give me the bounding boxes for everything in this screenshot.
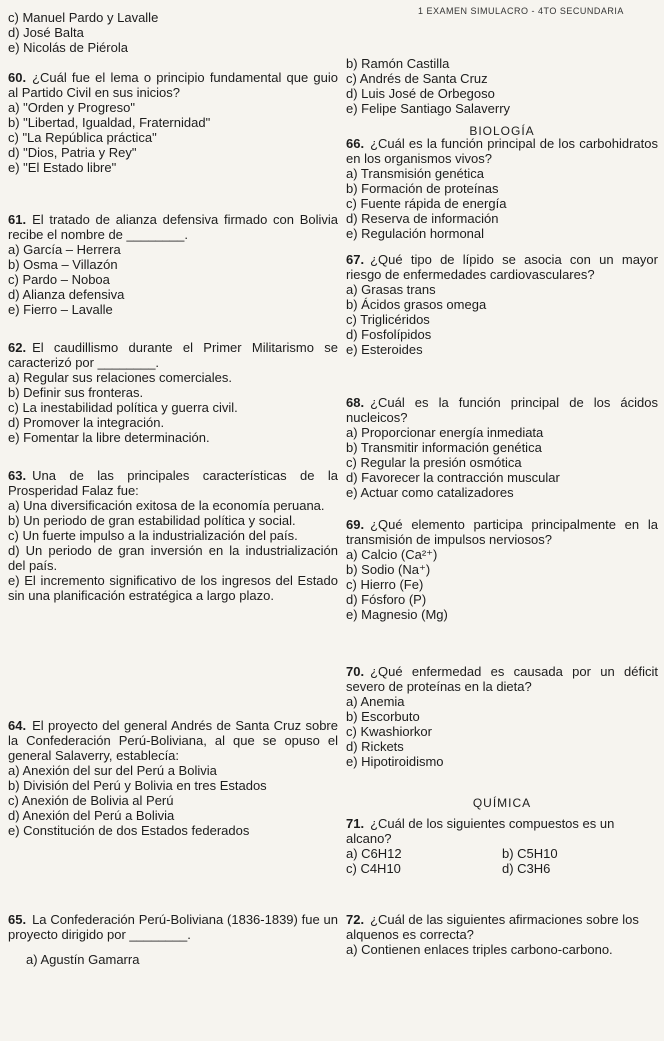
option-row [346, 846, 658, 861]
option: a) Contienen enlaces triples carbono-carbono. [346, 942, 613, 957]
question-number: 62. [8, 340, 27, 355]
option: d) Reserva de información [346, 211, 499, 226]
option: e) Fierro – Lavalle [8, 302, 113, 317]
option: c) La inestabilidad política y guerra civil. [8, 400, 238, 415]
question-text: 65. La Confederación Perú-Boliviana (1836-1839) fue un proyecto dirigido por ________. [8, 912, 338, 942]
question-72 [346, 912, 658, 957]
option: c) Hierro (Fe) [346, 577, 424, 592]
option: e) Nicolás de Piérola [8, 40, 128, 55]
option: e) Fomentar la libre determinación. [8, 430, 210, 445]
question-66 [346, 136, 658, 241]
option: d) Favorecer la contracción muscular [346, 470, 560, 485]
option: d) Rickets [346, 739, 404, 754]
option: b) C5H10 [502, 846, 558, 861]
question-69 [346, 517, 658, 622]
option: d) Promover la integración. [8, 415, 165, 430]
option: c) Andrés de Santa Cruz [346, 71, 488, 86]
option: a) García – Herrera [8, 242, 121, 257]
question-text: 62. El caudillismo durante el Primer Militarismo se caracterizó por ________. [8, 340, 338, 370]
option: c) Triglicéridos [346, 312, 430, 327]
option: d) Luis José de Orbegoso [346, 86, 495, 101]
option: e) "El Estado libre" [8, 160, 117, 175]
question-text: 61. El tratado de alianza defensiva firmado con Bolivia recibe el nombre de ________. [8, 212, 338, 242]
question-number: 71. [346, 816, 365, 831]
option: d) Fósforo (P) [346, 592, 427, 607]
question-number: 68. [346, 395, 365, 410]
option: e) Hipotiroidismo [346, 754, 444, 769]
question-number: 67. [346, 252, 365, 267]
q59-tail-left [8, 10, 338, 55]
option: c) Fuente rápida de energía [346, 196, 507, 211]
option: a) C6H12 [346, 846, 402, 861]
option: b) Un periodo de gran estabilidad política y social. [8, 513, 296, 528]
option: c) Pardo – Noboa [8, 272, 110, 287]
question-text: 63. Una de las principales características de la Prosperidad Falaz fue: [8, 468, 338, 498]
option: c) Un fuerte impulso a la industrialización del país. [8, 528, 298, 543]
option: e) Felipe Santiago Salaverry [346, 101, 511, 116]
question-number: 65. [8, 912, 27, 927]
question-text: 71. ¿Cuál de los siguientes compuestos es un alcano? [346, 816, 615, 846]
option: a) Transmisión genética [346, 166, 485, 181]
question-62 [8, 340, 338, 445]
option: a) Grasas trans [346, 282, 436, 297]
question-70 [346, 664, 658, 769]
option: c) Kwashiorkor [346, 724, 432, 739]
option: d) C3H6 [502, 861, 551, 876]
option: a) Anemia [346, 694, 405, 709]
option: b) Ácidos grasos omega [346, 297, 487, 312]
question-67 [346, 252, 658, 357]
option: c) C4H10 [346, 861, 401, 876]
question-text: 66. ¿Cuál es la función principal de los carbohidratos en los organismos vivos? [346, 136, 658, 166]
option: d) José Balta [8, 25, 84, 40]
question-text: 64. El proyecto del general Andrés de Santa Cruz sobre la Confederación Perú-Boliviana, al que se opuso el general Salaverry, establecía: [8, 718, 338, 763]
option: b) Escorbuto [346, 709, 420, 724]
option: b) Ramón Castilla [346, 56, 450, 71]
option: b) Formación de proteínas [346, 181, 499, 196]
question-68 [346, 395, 658, 500]
question-63 [8, 468, 338, 603]
option: d) Anexión del Perú a Bolivia [8, 808, 175, 823]
option: c) Manuel Pardo y Lavalle [8, 10, 159, 25]
section-quimica: QUÍMICA [472, 796, 532, 810]
exam-header: 1 EXAMEN SIMULACRO - 4TO SECUNDARIA [418, 6, 624, 16]
option: a) Proporcionar energía inmediata [346, 425, 544, 440]
option: c) "La República práctica" [8, 130, 157, 145]
option: b) Transmitir información genética [346, 440, 542, 455]
q59-tail-right [346, 56, 658, 116]
option: e) Actuar como catalizadores [346, 485, 514, 500]
question-number: 63. [8, 468, 27, 483]
option: a) Anexión del sur del Perú a Bolivia [8, 763, 217, 778]
question-64 [8, 718, 338, 838]
option: c) Anexión de Bolivia al Perú [8, 793, 174, 808]
question-text: 60. ¿Cuál fue el lema o principio fundamental que guio al Partido Civil en sus inicios? [8, 70, 338, 100]
option: b) "Libertad, Igualdad, Fraternidad" [8, 115, 211, 130]
option: a) "Orden y Progreso" [8, 100, 136, 115]
option: d) Alianza defensiva [8, 287, 125, 302]
question-number: 60. [8, 70, 27, 85]
option: e) Constitución de dos Estados federados [8, 823, 250, 838]
option: b) Osma – Villazón [8, 257, 118, 272]
question-65 [8, 912, 338, 967]
question-number: 70. [346, 664, 365, 679]
question-number: 64. [8, 718, 27, 733]
option: c) Regular la presión osmótica [346, 455, 522, 470]
question-text: 68. ¿Cuál es la función principal de los ácidos nucleicos? [346, 395, 658, 425]
option: a) Calcio (Ca²⁺) [346, 547, 438, 562]
option: a) Agustín Gamarra [26, 952, 140, 967]
option: a) Una diversificación exitosa de la economía peruana. [8, 498, 325, 513]
question-number: 61. [8, 212, 27, 227]
question-text: 70. ¿Qué enfermedad es causada por un déficit severo de proteínas en la dieta? [346, 664, 658, 694]
option: d) Fosfolípidos [346, 327, 432, 342]
option: e) Regulación hormonal [346, 226, 485, 241]
question-text: 67. ¿Qué tipo de lípido se asocia con un mayor riesgo de enfermedades cardiovasculares? [346, 252, 658, 282]
option: b) Definir sus fronteras. [8, 385, 144, 400]
question-text: 69. ¿Qué elemento participa principalmente en la transmisión de impulsos nerviosos? [346, 517, 658, 547]
option: a) Regular sus relaciones comerciales. [8, 370, 232, 385]
option: b) División del Perú y Bolivia en tres Estados [8, 778, 267, 793]
option: d) "Dios, Patria y Rey" [8, 145, 137, 160]
question-number: 72. [346, 912, 365, 927]
option: d) Un periodo de gran inversión en la industrialización del país. [8, 543, 338, 573]
question-60 [8, 70, 338, 175]
option: b) Sodio (Na⁺) [346, 562, 431, 577]
option-row [346, 861, 658, 876]
question-text: 72. ¿Cuál de las siguientes afirmaciones sobre los alquenos es correcta? [346, 912, 639, 942]
question-71 [346, 816, 658, 876]
option: e) El incremento significativo de los ingresos del Estado sin una planificación estratégica a largo plazo. [8, 573, 338, 603]
question-61 [8, 212, 338, 317]
question-number: 66. [346, 136, 365, 151]
option: e) Magnesio (Mg) [346, 607, 448, 622]
question-number: 69. [346, 517, 365, 532]
option: e) Esteroides [346, 342, 423, 357]
section-biologia: BIOLOGÍA [469, 124, 535, 138]
